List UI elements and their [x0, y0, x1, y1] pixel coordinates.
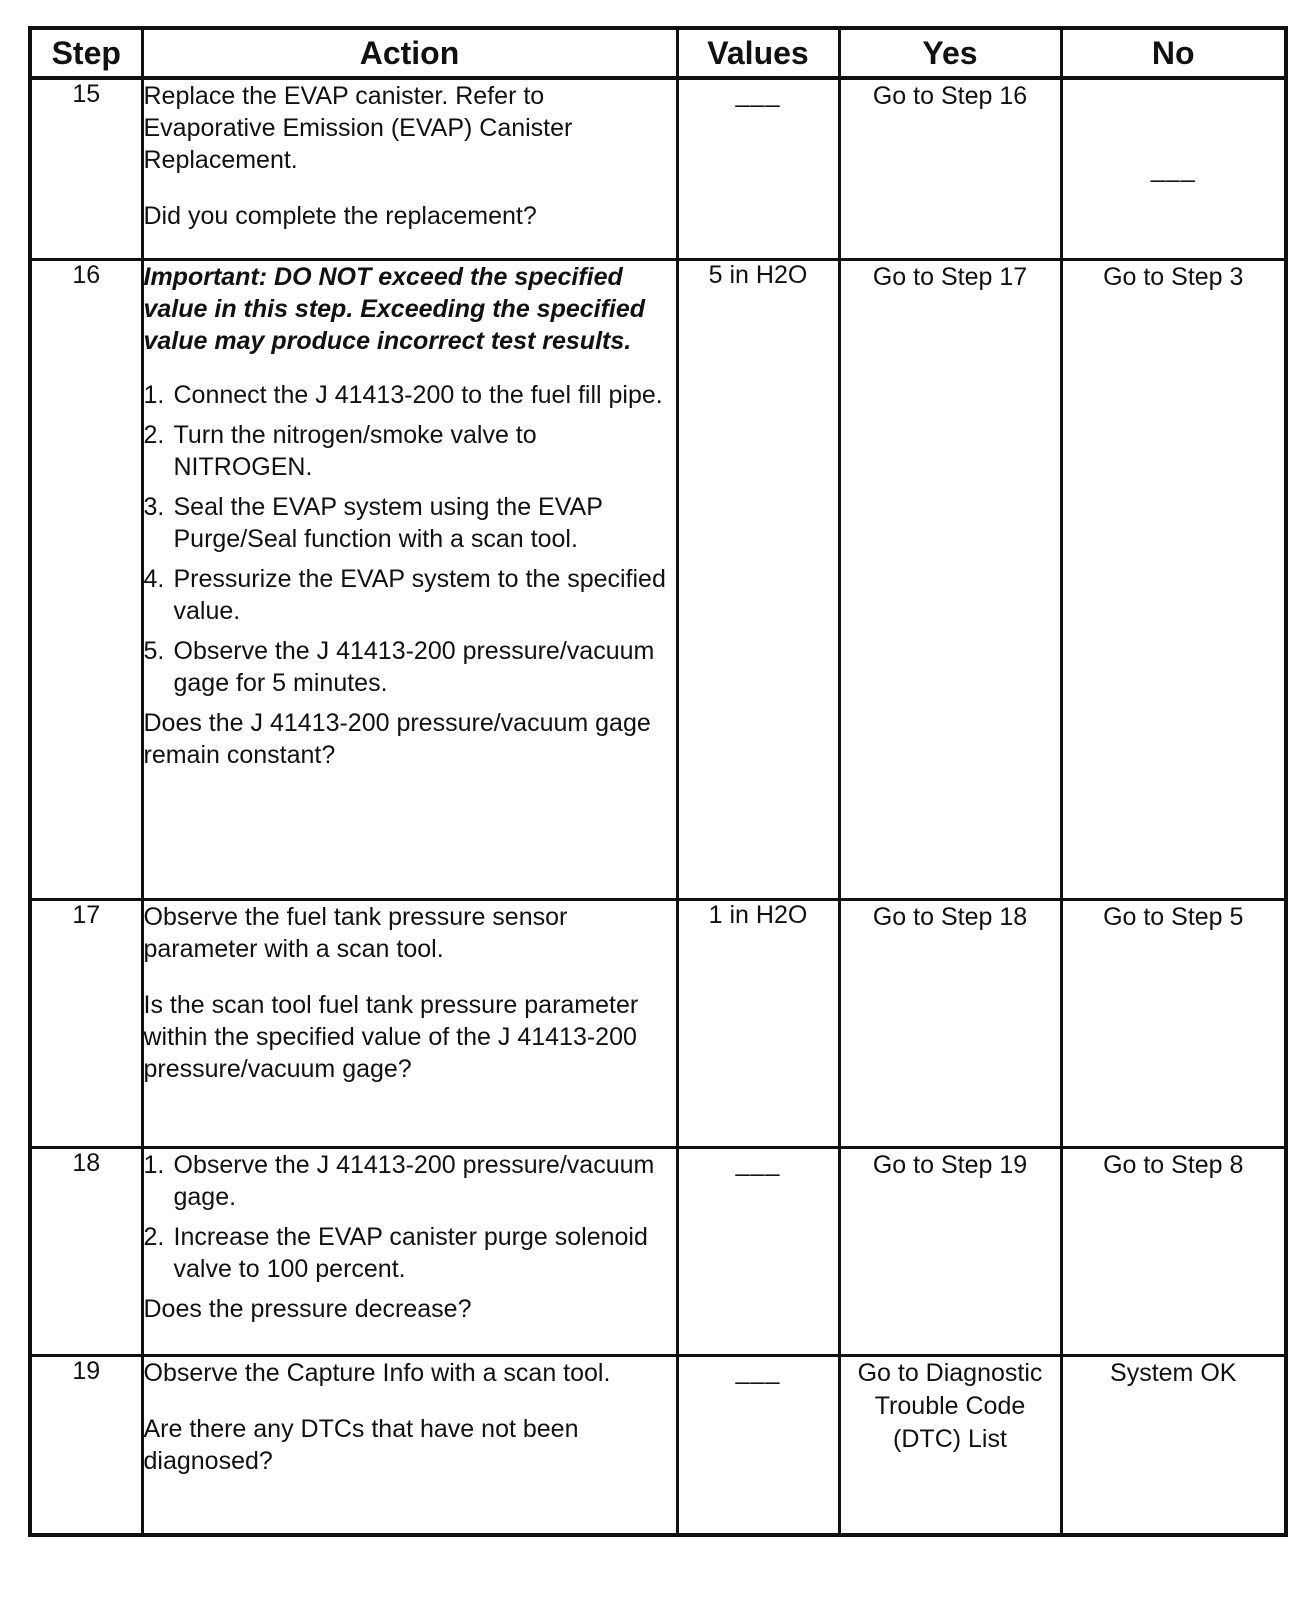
- values-cell: [677, 78, 839, 260]
- header-values: Values: [677, 28, 839, 78]
- header-no: No: [1061, 28, 1286, 78]
- list-text: Connect the J 41413-200 to the fuel fill pipe.: [173, 381, 663, 409]
- values-dash: ___: [735, 80, 781, 108]
- list-item: [144, 1149, 676, 1213]
- list-item: [144, 419, 676, 483]
- action-question: Is the scan tool fuel tank pressure parameter within the specified value of the J 41413-200 pressure/vacuum gage?: [143, 991, 639, 1083]
- list-item: [144, 563, 676, 627]
- list-item: [144, 1221, 676, 1285]
- action-question: Does the pressure decrease?: [143, 1295, 472, 1323]
- list-item: [144, 635, 676, 699]
- action-cell: [142, 900, 677, 1148]
- values-cell: 5 in H2O: [677, 260, 839, 900]
- list-text: Observe the J 41413-200 pressure/vacuum gage.: [173, 1151, 655, 1211]
- action-instruction: Observe the fuel tank pressure sensor parameter with a scan tool.: [143, 903, 568, 963]
- list-text: Turn the nitrogen/smoke valve to NITROGEN.: [173, 421, 537, 481]
- action-instruction: Observe the Capture Info with a scan tool.: [143, 1359, 611, 1387]
- action-question: Does the J 41413-200 pressure/vacuum gage remain constant?: [143, 709, 651, 769]
- list-number: 5.: [143, 637, 165, 665]
- no-cell: [1061, 78, 1286, 260]
- no-dash: ___: [1150, 154, 1196, 183]
- action-question: Are there any DTCs that have not been diagnosed?: [143, 1415, 579, 1475]
- values-dash: ___: [735, 1149, 781, 1177]
- header-step: Step: [30, 28, 142, 78]
- action-cell: [142, 78, 677, 260]
- action-cell: [142, 260, 677, 900]
- step-number: 19: [30, 1356, 142, 1536]
- step-number: 15: [30, 78, 142, 260]
- list-number: 2.: [143, 1223, 165, 1251]
- no-cell: Go to Step 3: [1061, 260, 1286, 900]
- list-number: 4.: [143, 565, 165, 593]
- yes-cell: Go to Diagnostic Trouble Code (DTC) List: [839, 1356, 1061, 1536]
- step-number: 16: [30, 260, 142, 900]
- list-text: Increase the EVAP canister purge solenoid valve to 100 percent.: [173, 1223, 648, 1283]
- diagnostic-table: [28, 26, 1288, 1537]
- list-text: Observe the J 41413-200 pressure/vacuum gage for 5 minutes.: [173, 637, 655, 697]
- no-cell: Go to Step 8: [1061, 1148, 1286, 1356]
- table-row-step-15: [30, 78, 1286, 260]
- header-yes: Yes: [839, 28, 1061, 78]
- list-text: Pressurize the EVAP system to the specified value.: [173, 565, 666, 625]
- values-dash: ___: [735, 1357, 781, 1385]
- no-cell: System OK: [1061, 1356, 1286, 1536]
- no-cell: Go to Step 5: [1061, 900, 1286, 1148]
- list-number: 3.: [143, 493, 165, 521]
- header-action: Action: [142, 28, 677, 78]
- list-text: Seal the EVAP system using the EVAP Purge/Seal function with a scan tool.: [173, 493, 603, 553]
- yes-cell: Go to Step 19: [839, 1148, 1061, 1356]
- action-instruction: Replace the EVAP canister. Refer to Evaporative Emission (EVAP) Canister Replacement.: [143, 82, 573, 174]
- values-cell: 1 in H2O: [677, 900, 839, 1148]
- list-item: [144, 379, 676, 411]
- action-cell: [142, 1148, 677, 1356]
- list-item: [144, 491, 676, 555]
- yes-cell: Go to Step 16: [839, 78, 1061, 260]
- list-number: 2.: [143, 421, 165, 449]
- yes-cell: Go to Step 17: [839, 260, 1061, 900]
- list-number: 1.: [143, 1151, 165, 1179]
- values-cell: [677, 1356, 839, 1536]
- header-row: [30, 28, 1286, 78]
- values-cell: [677, 1148, 839, 1356]
- table-row-step-16: [30, 260, 1286, 900]
- step-number: 17: [30, 900, 142, 1148]
- list-number: 1.: [143, 381, 165, 409]
- yes-cell: Go to Step 18: [839, 900, 1061, 1148]
- important-note: Important: DO NOT exceed the specified value in this step. Exceeding the specified value may produce incorrect test results.: [143, 263, 646, 355]
- procedure-list: [144, 1149, 676, 1285]
- procedure-list: [144, 379, 676, 699]
- action-question: Did you complete the replacement?: [143, 202, 537, 230]
- table-row-step-18: [30, 1148, 1286, 1356]
- table-row-step-17: [30, 900, 1286, 1148]
- step-number: 18: [30, 1148, 142, 1356]
- action-cell: [142, 1356, 677, 1536]
- table-row-step-19: [30, 1356, 1286, 1536]
